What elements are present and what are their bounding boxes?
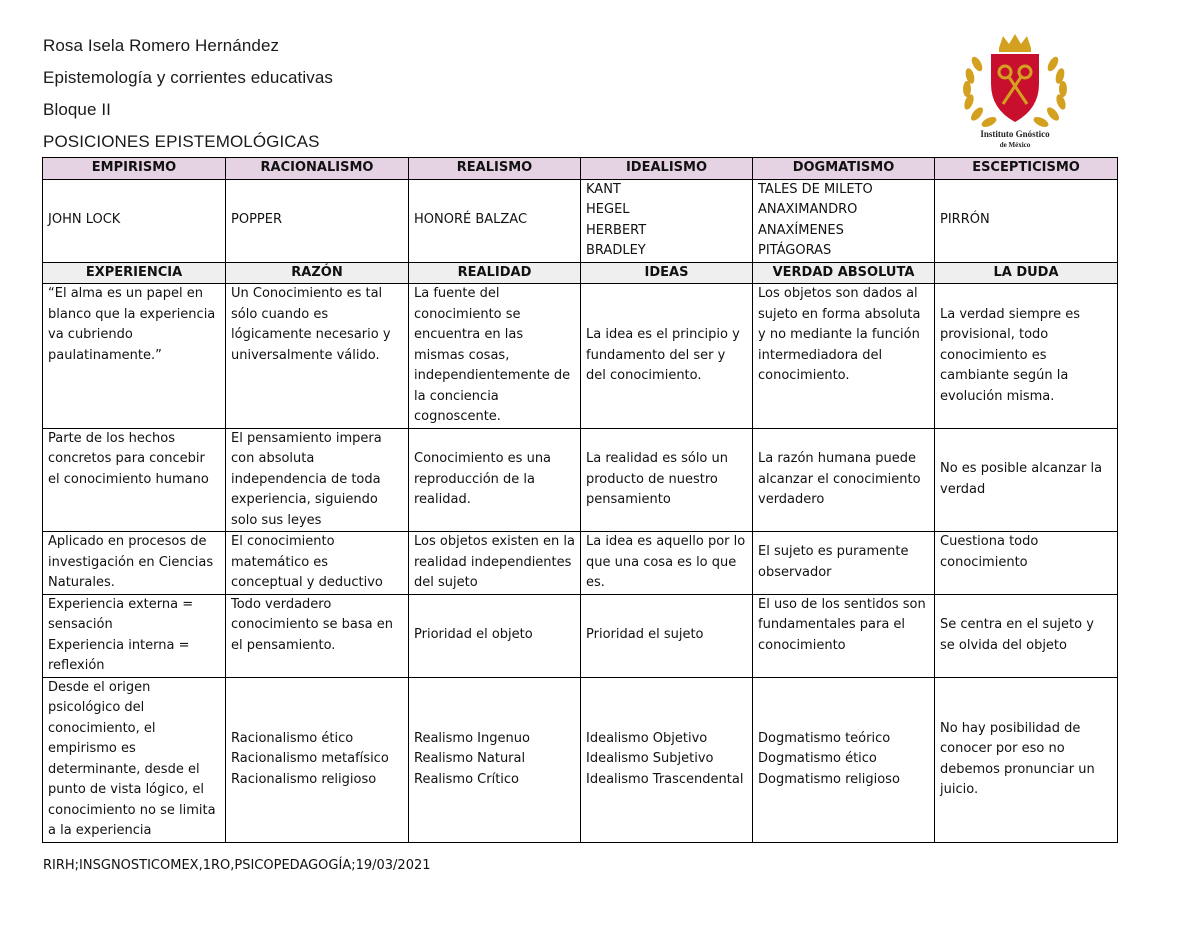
header-cell: ESCEPTICISMO (935, 158, 1118, 180)
author-cell: KANT HEGEL HERBERT BRADLEY (581, 179, 753, 262)
topic-title: POSICIONES EPISTEMOLÓGICAS (43, 132, 320, 151)
table-cell: Parte de los hechos concretos para concebir el conocimiento humano (43, 428, 226, 532)
subject-title: Epistemología y corrientes educativas (43, 68, 334, 87)
author-name: Rosa Isela Romero Hernández (43, 36, 280, 55)
concept-cell: IDEAS (581, 262, 753, 284)
header-row (43, 158, 1118, 180)
table-cell: No es posible alcanzar la verdad (935, 428, 1118, 532)
table-cell: El pensamiento impera con absoluta independencia de toda experiencia, siguiendo solo sus leyes (226, 428, 409, 532)
concept-cell: REALIDAD (409, 262, 581, 284)
table-cell: Se centra en el sujeto y se olvida del objeto (935, 594, 1118, 677)
table-cell: Dogmatismo teórico Dogmatismo ético Dogmatismo religioso (753, 677, 935, 842)
table-cell: La idea es aquello por lo que una cosa es lo que es. (581, 532, 753, 595)
concept-cell: EXPERIENCIA (43, 262, 226, 284)
block-label: Bloque II (43, 100, 112, 119)
table-row (43, 532, 1118, 595)
header-cell: RACIONALISMO (226, 158, 409, 180)
table-cell: No hay posibilidad de conocer por eso no debemos pronunciar un juicio. (935, 677, 1118, 842)
table-row (43, 594, 1118, 677)
concept-cell: VERDAD ABSOLUTA (753, 262, 935, 284)
concept-cell: LA DUDA (935, 262, 1118, 284)
author-cell: HONORÉ BALZAC (409, 179, 581, 262)
table-cell: Aplicado en procesos de investigación en Ciencias Naturales. (43, 532, 226, 595)
table-row (43, 284, 1118, 429)
table-cell: Realismo Ingenuo Realismo Natural Realismo Crítico (409, 677, 581, 842)
table-cell: El conocimiento matemático es conceptual y deductivo (226, 532, 409, 595)
document-footer: RIRH;INSGNOSTICOMEX,1RO,PSICOPEDAGOGÍA;19/03/2021 (43, 858, 431, 873)
table-cell: La idea es el principio y fundamento del ser y del conocimiento. (581, 284, 753, 429)
header-cell: IDEALISMO (581, 158, 753, 180)
table-cell: Los objetos son dados al sujeto en forma absoluta y no mediante la función intermediadora del conocimiento. (753, 284, 935, 429)
epistemological-positions-table (42, 157, 1118, 843)
table-cell: Un Conocimiento es tal sólo cuando es lógicamente necesario y universalmente válido. (226, 284, 409, 429)
concept-cell: RAZÓN (226, 262, 409, 284)
concept-row (43, 262, 1118, 284)
document-header (43, 30, 333, 158)
author-cell: JOHN LOCK (43, 179, 226, 262)
table-cell: Cuestiona todo conocimiento (935, 532, 1118, 595)
authors-row (43, 179, 1118, 262)
table-cell: Desde el origen psicológico del conocimiento, el empirismo es determinante, desde el punto de vista lógico, el conocimiento no se limita a la experiencia (43, 677, 226, 842)
table-cell: Prioridad el sujeto (581, 594, 753, 677)
institute-logo (955, 34, 1075, 152)
table-cell: La verdad siempre es provisional, todo conocimiento es cambiante según la evolución misma. (935, 284, 1118, 429)
table-cell: El sujeto es puramente observador (753, 532, 935, 595)
table-cell: Racionalismo ético Racionalismo metafísico Racionalismo religioso (226, 677, 409, 842)
table-cell: Conocimiento es una reproducción de la realidad. (409, 428, 581, 532)
logo-line2: de México (999, 141, 1031, 149)
table-row (43, 428, 1118, 532)
table-row (43, 677, 1118, 842)
author-cell: POPPER (226, 179, 409, 262)
author-cell: PIRRÓN (935, 179, 1118, 262)
table-cell: Todo verdadero conocimiento se basa en el pensamiento. (226, 594, 409, 677)
table-cell: El uso de los sentidos son fundamentales para el conocimiento (753, 594, 935, 677)
header-cell: DOGMATISMO (753, 158, 935, 180)
table-cell: Prioridad el objeto (409, 594, 581, 677)
table-cell: “El alma es un papel en blanco que la experiencia va cubriendo paulatinamente.” (43, 284, 226, 429)
table-cell: La fuente del conocimiento se encuentra en las mismas cosas, independientemente de la conciencia cognoscente. (409, 284, 581, 429)
author-cell: TALES DE MILETO ANAXIMANDRO ANAXÍMENES PITÁGORAS (753, 179, 935, 262)
logo-line1: Instituto Gnóstico (980, 129, 1050, 139)
table-cell: La realidad es sólo un producto de nuestro pensamiento (581, 428, 753, 532)
header-cell: REALISMO (409, 158, 581, 180)
table-cell: Idealismo Objetivo Idealismo Subjetivo Idealismo Trascendental (581, 677, 753, 842)
table-cell: La razón humana puede alcanzar el conocimiento verdadero (753, 428, 935, 532)
table-cell: Los objetos existen en la realidad independientes del sujeto (409, 532, 581, 595)
table-cell: Experiencia externa = sensación Experiencia interna = reflexión (43, 594, 226, 677)
header-cell: EMPIRISMO (43, 158, 226, 180)
